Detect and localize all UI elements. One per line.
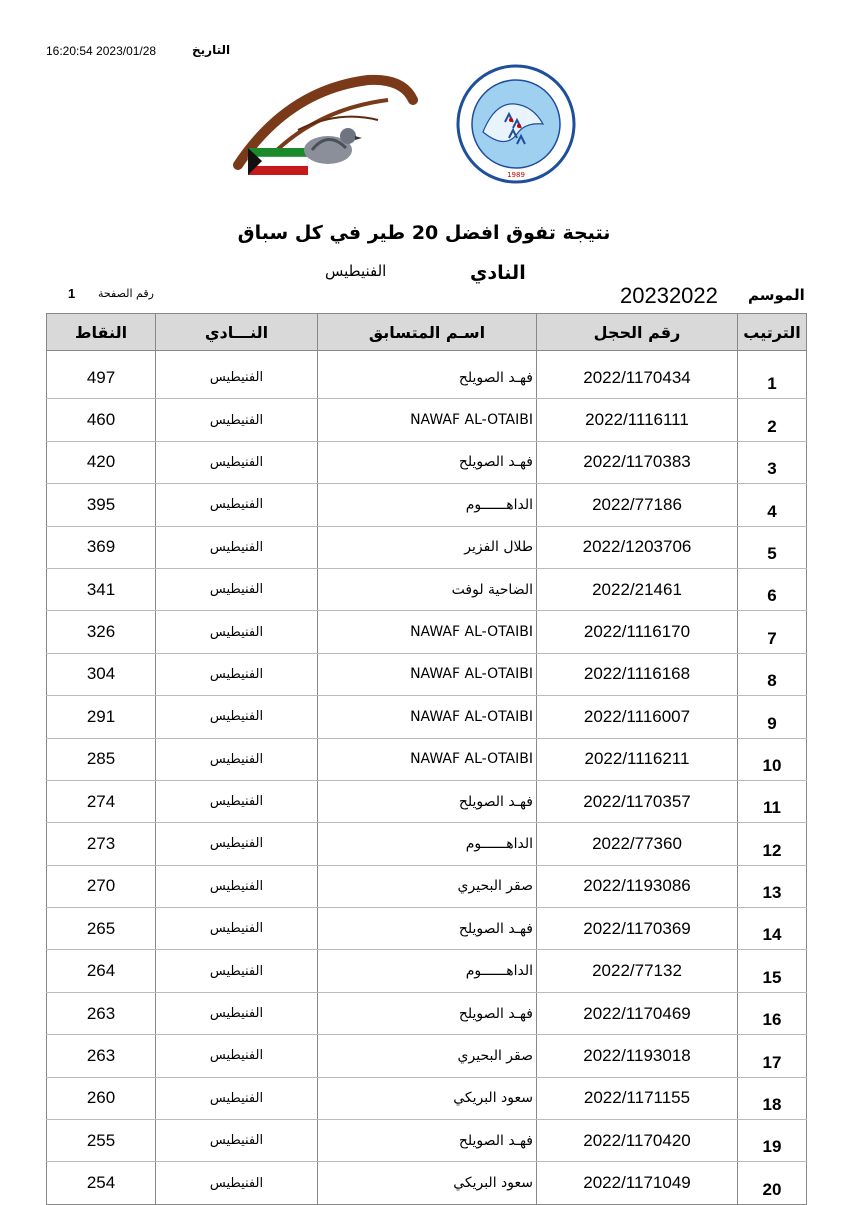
club-label: النادي	[470, 262, 526, 284]
cell-rank: 15	[738, 950, 807, 992]
club-logo	[228, 70, 418, 188]
cell-points: 497	[47, 357, 156, 399]
table-row	[47, 611, 807, 653]
cell-ring: 2022/1170383	[537, 441, 738, 483]
table-row	[47, 399, 807, 441]
cell-rank: 2	[738, 399, 807, 441]
cell-points: 274	[47, 780, 156, 822]
column-header-rank: الترتيب	[738, 314, 807, 351]
federation-logo	[455, 62, 577, 192]
cell-fancier: فهـد الصويلح	[318, 441, 537, 483]
cell-fancier: فهـد الصويلح	[318, 1120, 537, 1162]
table-row	[47, 1162, 807, 1204]
cell-fancier: الداهــــــوم	[318, 950, 537, 992]
cell-ring: 2022/1116170	[537, 611, 738, 653]
cell-rank: 19	[738, 1120, 807, 1162]
cell-ring: 2022/1171049	[537, 1162, 738, 1204]
table-row	[47, 738, 807, 780]
cell-ring: 2022/1116111	[537, 399, 738, 441]
cell-points: 265	[47, 908, 156, 950]
cell-ring: 2022/77132	[537, 950, 738, 992]
table-row	[47, 823, 807, 865]
page-number-label: رقم الصفحة	[98, 287, 154, 300]
table-row	[47, 526, 807, 568]
cell-rank: 6	[738, 568, 807, 610]
cell-club: الفنيطيس	[156, 484, 318, 526]
column-header-points: النقاط	[47, 314, 156, 351]
table-row	[47, 1120, 807, 1162]
cell-rank: 11	[738, 780, 807, 822]
cell-club: الفنيطيس	[156, 1035, 318, 1077]
table-row	[47, 484, 807, 526]
cell-club: الفنيطيس	[156, 908, 318, 950]
cell-points: 369	[47, 526, 156, 568]
column-header-club: النـــادي	[156, 314, 318, 351]
cell-points: 326	[47, 611, 156, 653]
cell-fancier: طلال الفزير	[318, 526, 537, 568]
cell-rank: 7	[738, 611, 807, 653]
cell-ring: 2022/1171155	[537, 1077, 738, 1119]
cell-fancier: صقر البحيري	[318, 865, 537, 907]
results-table	[46, 313, 807, 1205]
cell-points: 264	[47, 950, 156, 992]
cell-club: الفنيطيس	[156, 441, 318, 483]
cell-club: الفنيطيس	[156, 653, 318, 695]
cell-points: 304	[47, 653, 156, 695]
cell-ring: 2022/77360	[537, 823, 738, 865]
page-number-value: 1	[68, 286, 76, 301]
report-title: نتيجة تفوق افضل 20 طير في كل سباق	[237, 222, 611, 244]
federation-logo-year: 1989	[507, 171, 525, 179]
cell-club: الفنيطيس	[156, 611, 318, 653]
cell-rank: 9	[738, 696, 807, 738]
cell-ring: 2022/1170469	[537, 992, 738, 1034]
cell-fancier: سعود البريكي	[318, 1077, 537, 1119]
cell-fancier: NAWAF AL-OTAIBI	[318, 611, 537, 653]
cell-points: 460	[47, 399, 156, 441]
cell-club: الفنيطيس	[156, 738, 318, 780]
table-row	[47, 992, 807, 1034]
cell-fancier: فهـد الصويلح	[318, 357, 537, 399]
table-row	[47, 780, 807, 822]
table-row	[47, 1035, 807, 1077]
table-row	[47, 865, 807, 907]
cell-rank: 1	[738, 357, 807, 399]
cell-club: الفنيطيس	[156, 865, 318, 907]
cell-ring: 2022/1170420	[537, 1120, 738, 1162]
season-label: الموسم	[748, 286, 805, 304]
table-row	[47, 1077, 807, 1119]
cell-club: الفنيطيس	[156, 1120, 318, 1162]
club-value: الفنيطيس	[325, 262, 387, 280]
cell-points: 273	[47, 823, 156, 865]
cell-points: 270	[47, 865, 156, 907]
cell-fancier: NAWAF AL-OTAIBI	[318, 399, 537, 441]
cell-ring: 2022/1170369	[537, 908, 738, 950]
cell-points: 420	[47, 441, 156, 483]
cell-fancier: صقر البحيري	[318, 1035, 537, 1077]
cell-rank: 13	[738, 865, 807, 907]
cell-club: الفنيطيس	[156, 568, 318, 610]
cell-fancier: الضاحية لوفت	[318, 568, 537, 610]
cell-ring: 2022/1203706	[537, 526, 738, 568]
table-row	[47, 908, 807, 950]
cell-ring: 2022/1170434	[537, 357, 738, 399]
cell-club: الفنيطيس	[156, 950, 318, 992]
table-row	[47, 950, 807, 992]
cell-points: 263	[47, 992, 156, 1034]
report-date-value: 16:20:54 2023/01/28	[46, 44, 157, 58]
cell-ring: 2022/21461	[537, 568, 738, 610]
table-row	[47, 568, 807, 610]
cell-fancier: فهـد الصويلح	[318, 780, 537, 822]
table-header-row	[47, 314, 807, 351]
cell-club: الفنيطيس	[156, 992, 318, 1034]
cell-ring: 2022/1193018	[537, 1035, 738, 1077]
cell-rank: 16	[738, 992, 807, 1034]
cell-club: الفنيطيس	[156, 526, 318, 568]
cell-club: الفنيطيس	[156, 357, 318, 399]
cell-fancier: NAWAF AL-OTAIBI	[318, 696, 537, 738]
table-row	[47, 357, 807, 399]
table-row	[47, 696, 807, 738]
cell-club: الفنيطيس	[156, 399, 318, 441]
cell-fancier: NAWAF AL-OTAIBI	[318, 738, 537, 780]
cell-club: الفنيطيس	[156, 823, 318, 865]
cell-ring: 2022/1170357	[537, 780, 738, 822]
cell-rank: 14	[738, 908, 807, 950]
cell-rank: 18	[738, 1077, 807, 1119]
cell-points: 291	[47, 696, 156, 738]
cell-club: الفنيطيس	[156, 696, 318, 738]
cell-fancier: فهـد الصويلح	[318, 992, 537, 1034]
cell-club: الفنيطيس	[156, 1162, 318, 1204]
cell-points: 285	[47, 738, 156, 780]
cell-rank: 4	[738, 484, 807, 526]
cell-rank: 5	[738, 526, 807, 568]
cell-points: 263	[47, 1035, 156, 1077]
column-header-ring: رقم الحجل	[537, 314, 738, 351]
cell-ring: 2022/1116211	[537, 738, 738, 780]
cell-ring: 2022/1116007	[537, 696, 738, 738]
cell-club: الفنيطيس	[156, 1077, 318, 1119]
cell-fancier: سعود البريكي	[318, 1162, 537, 1204]
cell-points: 395	[47, 484, 156, 526]
cell-rank: 3	[738, 441, 807, 483]
cell-points: 255	[47, 1120, 156, 1162]
table-row	[47, 653, 807, 695]
cell-rank: 12	[738, 823, 807, 865]
cell-fancier: فهـد الصويلح	[318, 908, 537, 950]
cell-fancier: الداهــــــوم	[318, 823, 537, 865]
cell-fancier: الداهــــــوم	[318, 484, 537, 526]
cell-points: 260	[47, 1077, 156, 1119]
season-value: 20232022	[620, 283, 718, 308]
report-date-label: التاريخ	[192, 43, 231, 57]
cell-rank: 8	[738, 653, 807, 695]
cell-ring: 2022/1116168	[537, 653, 738, 695]
cell-points: 341	[47, 568, 156, 610]
cell-ring: 2022/77186	[537, 484, 738, 526]
cell-ring: 2022/1193086	[537, 865, 738, 907]
cell-points: 254	[47, 1162, 156, 1204]
table-row	[47, 441, 807, 483]
cell-fancier: NAWAF AL-OTAIBI	[318, 653, 537, 695]
cell-rank: 20	[738, 1162, 807, 1204]
cell-club: الفنيطيس	[156, 780, 318, 822]
cell-rank: 10	[738, 738, 807, 780]
column-header-fancier: اسـم المتسابق	[318, 314, 537, 351]
cell-rank: 17	[738, 1035, 807, 1077]
